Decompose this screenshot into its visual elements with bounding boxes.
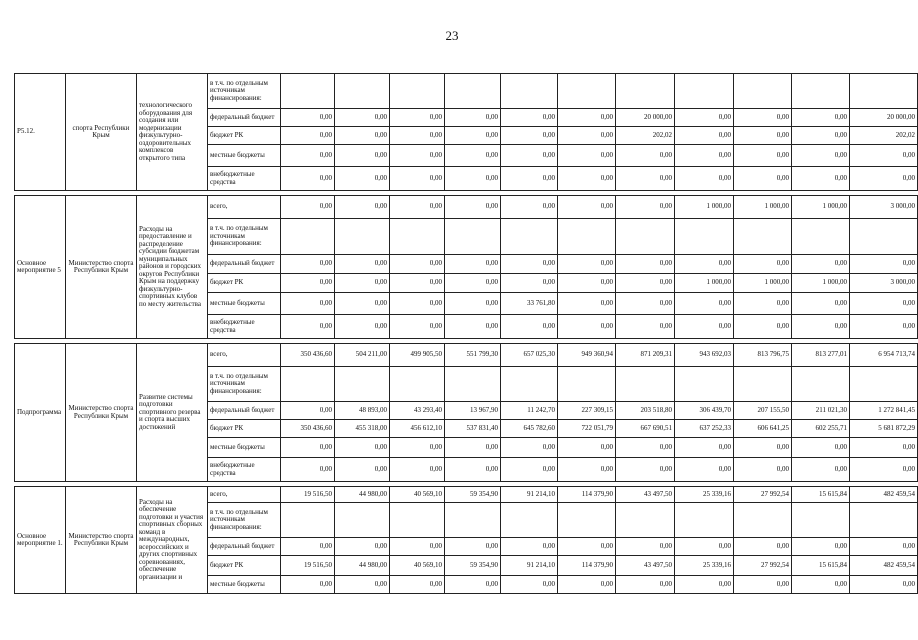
amount-cell: 537 831,40 — [445, 420, 501, 438]
amount-cell: 0,00 — [616, 538, 675, 556]
amount-cell: 44 980,00 — [335, 487, 390, 503]
table-row — [15, 74, 918, 109]
amount-cell: 0,00 — [558, 315, 616, 339]
amount-cell: 0,00 — [792, 255, 850, 274]
amount-cell: 0,00 — [281, 576, 335, 594]
amount-cell: 0,00 — [558, 458, 616, 482]
amount-cell: 350 436,60 — [281, 420, 335, 438]
activity-code-cell: Основное мероприятие 1. — [15, 487, 66, 594]
amount-cell: 306 439,70 — [675, 402, 734, 420]
amount-cell: 0,00 — [390, 576, 445, 594]
amount-cell: 667 690,51 — [616, 420, 675, 438]
funding-source-cell: в т.ч. по отдельным источникам финансирования: — [208, 503, 281, 538]
amount-cell: 0,00 — [445, 127, 501, 145]
responsible-cell: Министерство спорта Республики Крым — [66, 487, 137, 594]
activity-name-cell: Расходы на обеспечение подготовки и участия спортивных сборных команд в международных, всероссийских и других спортивных соревнованиях, обеспечение организации и — [137, 487, 208, 594]
amount-cell: 203 518,80 — [616, 402, 675, 420]
amount-cell: 0,00 — [558, 293, 616, 315]
amount-cell: 0,00 — [675, 145, 734, 167]
amount-cell: 40 569,10 — [390, 556, 445, 576]
amount-cell: 25 339,16 — [675, 487, 734, 503]
budget-table — [14, 73, 918, 594]
amount-cell: 0,00 — [675, 127, 734, 145]
responsible-cell: Министерство спорта Республики Крым — [66, 344, 137, 482]
amount-cell: 0,00 — [734, 438, 792, 458]
page-number: 23 — [445, 28, 459, 43]
amount-cell: 0,00 — [281, 196, 335, 219]
table-row — [15, 344, 918, 367]
amount-cell — [335, 367, 390, 402]
amount-cell: 606 641,25 — [734, 420, 792, 438]
amount-cell — [335, 74, 390, 109]
amount-cell: 602 255,71 — [792, 420, 850, 438]
amount-cell: 504 211,00 — [335, 344, 390, 367]
amount-cell: 0,00 — [850, 438, 918, 458]
amount-cell: 33 761,80 — [501, 293, 558, 315]
amount-cell: 0,00 — [558, 255, 616, 274]
amount-cell: 0,00 — [281, 402, 335, 420]
amount-cell: 0,00 — [792, 538, 850, 556]
amount-cell: 0,00 — [390, 315, 445, 339]
amount-cell — [335, 219, 390, 255]
amount-cell: 0,00 — [335, 274, 390, 293]
amount-cell: 0,00 — [734, 127, 792, 145]
amount-cell: 0,00 — [675, 109, 734, 127]
amount-cell: 0,00 — [558, 109, 616, 127]
amount-cell: 0,00 — [335, 315, 390, 339]
amount-cell: 0,00 — [792, 315, 850, 339]
amount-cell: 0,00 — [558, 538, 616, 556]
amount-cell: 0,00 — [850, 145, 918, 167]
amount-cell — [792, 74, 850, 109]
amount-cell: 19 516,50 — [281, 556, 335, 576]
activity-name-cell: технологического оборудования для создания или модернизации физкультурно-оздоровительных комплексов открытого типа — [137, 74, 208, 191]
amount-cell: 114 379,90 — [558, 556, 616, 576]
amount-cell — [445, 219, 501, 255]
amount-cell: 0,00 — [501, 167, 558, 191]
amount-cell: 0,00 — [335, 127, 390, 145]
amount-cell: 0,00 — [792, 167, 850, 191]
amount-cell: 0,00 — [558, 196, 616, 219]
amount-cell: 0,00 — [616, 255, 675, 274]
amount-cell: 0,00 — [281, 293, 335, 315]
amount-cell: 0,00 — [501, 576, 558, 594]
amount-cell: 0,00 — [335, 145, 390, 167]
amount-cell: 43 293,40 — [390, 402, 445, 420]
amount-cell: 0,00 — [445, 293, 501, 315]
amount-cell — [281, 219, 335, 255]
amount-cell: 0,00 — [616, 438, 675, 458]
amount-cell — [501, 219, 558, 255]
amount-cell: 202,02 — [616, 127, 675, 145]
amount-cell: 0,00 — [675, 438, 734, 458]
amount-cell: 0,00 — [281, 538, 335, 556]
funding-source-cell: местные бюджеты — [208, 293, 281, 315]
amount-cell: 25 339,16 — [675, 556, 734, 576]
amount-cell: 0,00 — [850, 167, 918, 191]
amount-cell: 949 360,94 — [558, 344, 616, 367]
funding-source-cell: бюджет РК — [208, 556, 281, 576]
amount-cell: 0,00 — [792, 458, 850, 482]
amount-cell — [445, 367, 501, 402]
amount-cell: 0,00 — [501, 274, 558, 293]
amount-cell: 0,00 — [335, 167, 390, 191]
activity-name-cell: Развитие системы подготовки спортивного резерва и спорта высших достижений — [137, 344, 208, 482]
amount-cell: 0,00 — [850, 458, 918, 482]
amount-cell: 0,00 — [558, 438, 616, 458]
amount-cell: 551 799,30 — [445, 344, 501, 367]
amount-cell: 0,00 — [335, 196, 390, 219]
amount-cell: 13 967,90 — [445, 402, 501, 420]
amount-cell: 0,00 — [281, 127, 335, 145]
amount-cell: 0,00 — [445, 196, 501, 219]
amount-cell: 0,00 — [675, 293, 734, 315]
amount-cell: 0,00 — [734, 145, 792, 167]
amount-cell: 5 681 872,29 — [850, 420, 918, 438]
amount-cell: 0,00 — [445, 538, 501, 556]
amount-cell: 0,00 — [445, 438, 501, 458]
amount-cell: 455 318,00 — [335, 420, 390, 438]
amount-cell — [616, 74, 675, 109]
amount-cell: 813 277,01 — [792, 344, 850, 367]
amount-cell: 637 252,33 — [675, 420, 734, 438]
amount-cell: 0,00 — [501, 145, 558, 167]
amount-cell: 0,00 — [445, 274, 501, 293]
amount-cell — [734, 367, 792, 402]
amount-cell — [616, 367, 675, 402]
responsible-cell: спорта Республики Крым — [66, 74, 137, 191]
amount-cell — [390, 503, 445, 538]
amount-cell: 0,00 — [445, 167, 501, 191]
amount-cell: 0,00 — [501, 438, 558, 458]
amount-cell: 1 000,00 — [792, 274, 850, 293]
amount-cell: 0,00 — [390, 255, 445, 274]
funding-source-cell: всего, — [208, 196, 281, 219]
amount-cell: 813 796,75 — [734, 344, 792, 367]
amount-cell — [792, 367, 850, 402]
activity-code-cell: Подпрограмма — [15, 344, 66, 482]
amount-cell — [390, 219, 445, 255]
amount-cell: 0,00 — [281, 274, 335, 293]
amount-cell: 0,00 — [335, 576, 390, 594]
funding-source-cell: федеральный бюджет — [208, 109, 281, 127]
amount-cell: 0,00 — [734, 255, 792, 274]
amount-cell: 20 000,00 — [850, 109, 918, 127]
amount-cell: 0,00 — [616, 145, 675, 167]
amount-cell: 0,00 — [281, 438, 335, 458]
amount-cell: 0,00 — [390, 274, 445, 293]
amount-cell: 1 000,00 — [675, 274, 734, 293]
amount-cell: 499 905,50 — [390, 344, 445, 367]
funding-source-cell: местные бюджеты — [208, 145, 281, 167]
funding-source-cell: внебюджетные средства — [208, 167, 281, 191]
amount-cell: 0,00 — [281, 315, 335, 339]
amount-cell: 0,00 — [616, 167, 675, 191]
funding-source-cell: федеральный бюджет — [208, 255, 281, 274]
amount-cell: 0,00 — [390, 127, 445, 145]
amount-cell: 0,00 — [734, 167, 792, 191]
amount-cell: 0,00 — [445, 576, 501, 594]
amount-cell: 0,00 — [335, 255, 390, 274]
amount-cell: 15 615,84 — [792, 556, 850, 576]
amount-cell: 43 497,50 — [616, 487, 675, 503]
amount-cell: 456 612,10 — [390, 420, 445, 438]
amount-cell: 871 209,31 — [616, 344, 675, 367]
amount-cell: 1 000,00 — [675, 196, 734, 219]
amount-cell: 48 893,00 — [335, 402, 390, 420]
responsible-cell: Министерство спорта Республики Крым — [66, 196, 137, 339]
amount-cell: 3 000,00 — [850, 196, 918, 219]
funding-source-cell: внебюджетные средства — [208, 315, 281, 339]
amount-cell: 114 379,90 — [558, 487, 616, 503]
amount-cell: 3 000,00 — [850, 274, 918, 293]
amount-cell — [850, 74, 918, 109]
amount-cell: 59 354,90 — [445, 487, 501, 503]
amount-cell — [281, 503, 335, 538]
amount-cell — [558, 367, 616, 402]
amount-cell: 0,00 — [675, 255, 734, 274]
amount-cell: 44 980,00 — [335, 556, 390, 576]
amount-cell: 0,00 — [390, 167, 445, 191]
table-row — [15, 196, 918, 219]
amount-cell: 27 992,54 — [734, 487, 792, 503]
table-row — [15, 487, 918, 503]
amount-cell: 43 497,50 — [616, 556, 675, 576]
amount-cell — [675, 74, 734, 109]
amount-cell: 482 459,54 — [850, 487, 918, 503]
amount-cell: 482 459,54 — [850, 556, 918, 576]
activity-code-cell: Основное мероприятие 5 — [15, 196, 66, 339]
amount-cell — [792, 219, 850, 255]
amount-cell — [675, 367, 734, 402]
amount-cell — [445, 74, 501, 109]
amount-cell: 0,00 — [850, 255, 918, 274]
amount-cell: 211 021,30 — [792, 402, 850, 420]
amount-cell: 19 516,50 — [281, 487, 335, 503]
amount-cell — [675, 503, 734, 538]
amount-cell — [335, 503, 390, 538]
amount-cell — [501, 367, 558, 402]
amount-cell: 0,00 — [734, 576, 792, 594]
amount-cell: 0,00 — [558, 127, 616, 145]
amount-cell — [558, 74, 616, 109]
amount-cell: 207 155,50 — [734, 402, 792, 420]
amount-cell: 59 354,90 — [445, 556, 501, 576]
funding-source-cell: бюджет РК — [208, 420, 281, 438]
amount-cell — [734, 503, 792, 538]
amount-cell — [850, 503, 918, 538]
amount-cell: 1 000,00 — [792, 196, 850, 219]
amount-cell: 0,00 — [675, 315, 734, 339]
amount-cell: 0,00 — [501, 458, 558, 482]
amount-cell: 0,00 — [390, 438, 445, 458]
amount-cell: 0,00 — [501, 109, 558, 127]
amount-cell — [850, 367, 918, 402]
amount-cell: 0,00 — [445, 315, 501, 339]
amount-cell — [616, 219, 675, 255]
amount-cell: 0,00 — [281, 458, 335, 482]
funding-source-cell: всего, — [208, 487, 281, 503]
amount-cell: 0,00 — [281, 167, 335, 191]
amount-cell: 0,00 — [558, 167, 616, 191]
amount-cell: 0,00 — [445, 109, 501, 127]
amount-cell — [734, 74, 792, 109]
amount-cell: 0,00 — [616, 196, 675, 219]
amount-cell: 0,00 — [850, 576, 918, 594]
amount-cell: 0,00 — [734, 315, 792, 339]
amount-cell: 0,00 — [792, 438, 850, 458]
amount-cell: 0,00 — [850, 538, 918, 556]
amount-cell: 0,00 — [675, 458, 734, 482]
amount-cell: 0,00 — [616, 274, 675, 293]
amount-cell — [501, 503, 558, 538]
amount-cell: 0,00 — [390, 458, 445, 482]
amount-cell: 0,00 — [675, 576, 734, 594]
amount-cell: 0,00 — [558, 274, 616, 293]
amount-cell: 0,00 — [734, 458, 792, 482]
amount-cell: 0,00 — [501, 255, 558, 274]
amount-cell: 0,00 — [445, 458, 501, 482]
amount-cell: 0,00 — [501, 538, 558, 556]
amount-cell: 0,00 — [792, 145, 850, 167]
amount-cell: 0,00 — [501, 127, 558, 145]
amount-cell: 0,00 — [734, 538, 792, 556]
amount-cell: 40 569,10 — [390, 487, 445, 503]
funding-source-cell: всего, — [208, 344, 281, 367]
amount-cell: 0,00 — [792, 576, 850, 594]
amount-cell: 11 242,70 — [501, 402, 558, 420]
funding-source-cell: местные бюджеты — [208, 438, 281, 458]
funding-source-cell: в т.ч. по отдельным источникам финансирования: — [208, 367, 281, 402]
amount-cell: 0,00 — [734, 109, 792, 127]
funding-source-cell: внебюджетные средства — [208, 458, 281, 482]
amount-cell — [558, 219, 616, 255]
amount-cell — [850, 219, 918, 255]
amount-cell: 0,00 — [335, 458, 390, 482]
amount-cell: 0,00 — [335, 109, 390, 127]
amount-cell: 0,00 — [390, 145, 445, 167]
amount-cell — [281, 367, 335, 402]
amount-cell: 943 692,03 — [675, 344, 734, 367]
amount-cell — [616, 503, 675, 538]
amount-cell: 1 272 841,45 — [850, 402, 918, 420]
amount-cell: 0,00 — [445, 145, 501, 167]
amount-cell: 91 214,10 — [501, 556, 558, 576]
amount-cell: 27 992,54 — [734, 556, 792, 576]
amount-cell: 0,00 — [850, 293, 918, 315]
amount-cell — [281, 74, 335, 109]
funding-source-cell: бюджет РК — [208, 274, 281, 293]
amount-cell — [792, 503, 850, 538]
amount-cell: 15 615,84 — [792, 487, 850, 503]
amount-cell: 0,00 — [616, 315, 675, 339]
amount-cell — [501, 74, 558, 109]
amount-cell: 0,00 — [616, 293, 675, 315]
amount-cell: 0,00 — [281, 255, 335, 274]
amount-cell — [675, 219, 734, 255]
amount-cell: 350 436,60 — [281, 344, 335, 367]
amount-cell: 91 214,10 — [501, 487, 558, 503]
amount-cell: 227 309,15 — [558, 402, 616, 420]
amount-cell: 0,00 — [675, 538, 734, 556]
amount-cell: 0,00 — [335, 438, 390, 458]
amount-cell: 202,02 — [850, 127, 918, 145]
amount-cell: 0,00 — [501, 196, 558, 219]
amount-cell: 6 954 713,74 — [850, 344, 918, 367]
amount-cell: 722 051,79 — [558, 420, 616, 438]
amount-cell: 0,00 — [616, 458, 675, 482]
amount-cell: 657 025,30 — [501, 344, 558, 367]
amount-cell: 0,00 — [501, 315, 558, 339]
amount-cell: 0,00 — [390, 293, 445, 315]
funding-source-cell: местные бюджеты — [208, 576, 281, 594]
amount-cell: 0,00 — [281, 145, 335, 167]
amount-cell — [734, 219, 792, 255]
amount-cell: 1 000,00 — [734, 274, 792, 293]
funding-source-cell: бюджет РК — [208, 127, 281, 145]
activity-code-cell: Р5.12. — [15, 74, 66, 191]
amount-cell: 0,00 — [792, 109, 850, 127]
amount-cell: 0,00 — [616, 576, 675, 594]
amount-cell: 0,00 — [281, 109, 335, 127]
amount-cell: 0,00 — [390, 538, 445, 556]
amount-cell: 20 000,00 — [616, 109, 675, 127]
amount-cell: 645 782,60 — [501, 420, 558, 438]
amount-cell: 0,00 — [850, 315, 918, 339]
amount-cell: 1 000,00 — [734, 196, 792, 219]
amount-cell — [445, 503, 501, 538]
amount-cell — [390, 367, 445, 402]
funding-source-cell: в т.ч. по отдельным источникам финансирования: — [208, 219, 281, 255]
amount-cell: 0,00 — [675, 167, 734, 191]
funding-source-cell: федеральный бюджет — [208, 538, 281, 556]
amount-cell: 0,00 — [445, 255, 501, 274]
amount-cell — [390, 74, 445, 109]
activity-name-cell: Расходы на предоставление и распределение субсидии бюджетам муниципальных районов и городских округов Республики Крым на поддержку физкультурно-спортивных клубов по месту жительства — [137, 196, 208, 339]
amount-cell: 0,00 — [792, 127, 850, 145]
amount-cell: 0,00 — [792, 293, 850, 315]
funding-source-cell: в т.ч. по отдельным источникам финансирования: — [208, 74, 281, 109]
amount-cell: 0,00 — [558, 145, 616, 167]
amount-cell: 0,00 — [734, 293, 792, 315]
funding-source-cell: федеральный бюджет — [208, 402, 281, 420]
amount-cell — [558, 503, 616, 538]
amount-cell: 0,00 — [335, 538, 390, 556]
table-body — [15, 74, 918, 594]
amount-cell: 0,00 — [558, 576, 616, 594]
amount-cell: 0,00 — [335, 293, 390, 315]
amount-cell: 0,00 — [390, 196, 445, 219]
amount-cell: 0,00 — [390, 109, 445, 127]
